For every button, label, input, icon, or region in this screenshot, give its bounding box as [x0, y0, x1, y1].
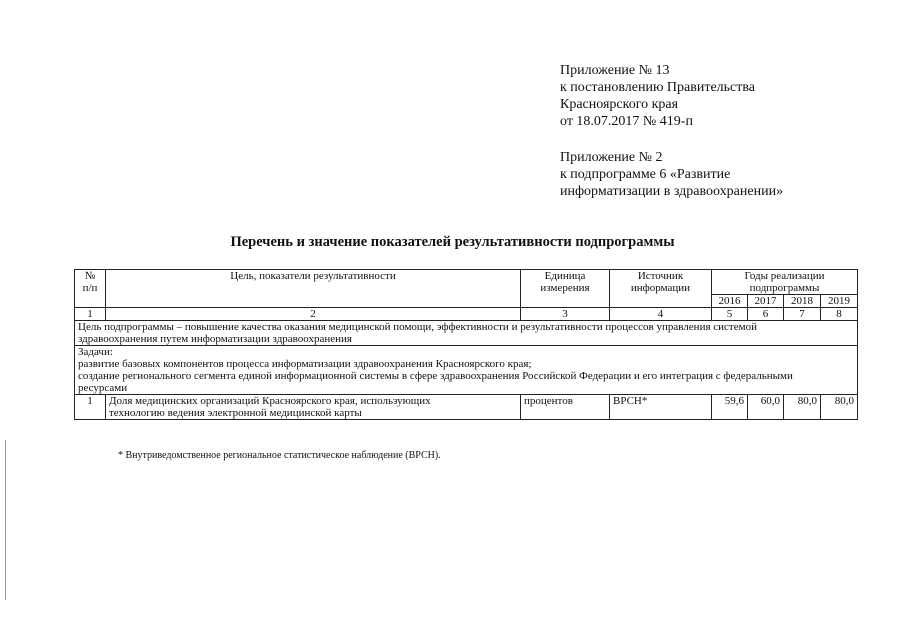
- column-number: 6: [748, 308, 784, 321]
- value-2018: 80,0: [784, 395, 821, 420]
- value-2019: 80,0: [821, 395, 858, 420]
- appendix-2-line: Приложение № 2: [560, 150, 663, 165]
- year-cell: 2018: [784, 295, 821, 308]
- tasks-row: [75, 346, 858, 395]
- column-number: 7: [784, 308, 821, 321]
- header-goal: Цель, показатели результативности: [106, 270, 521, 308]
- column-number: 4: [610, 308, 712, 321]
- value-2017: 60,0: [748, 395, 784, 420]
- appendix-2-line: к подпрограмме 6 «Развитие: [560, 167, 731, 182]
- source-cell: ВРСН*: [610, 395, 712, 420]
- appendix-13-line: Приложение № 13: [560, 63, 670, 78]
- unit-cell: процентов: [521, 395, 610, 420]
- goal-cell: Цель подпрограммы – повышение качества оказания медицинской помощи, эффективности и результативности процессов управления системой здравоохранения путем информатизации здравоохранения: [75, 321, 858, 346]
- year-cell: 2017: [748, 295, 784, 308]
- goal-row: [75, 321, 858, 346]
- year-cell: 2016: [712, 295, 748, 308]
- table-header-row: [75, 270, 858, 295]
- header-years: Годы реализации подпрограммы: [712, 270, 858, 295]
- year-cell: 2019: [821, 295, 858, 308]
- header-num: № п/п: [75, 270, 106, 308]
- appendix-2-line: информатизации в здравоохранении»: [560, 184, 784, 199]
- header-source: Источник информации: [610, 270, 712, 308]
- table-row: [75, 395, 858, 420]
- header-unit: Единица измерения: [521, 270, 610, 308]
- value-2016: 59,6: [712, 395, 748, 420]
- tasks-cell: Задачи: развитие базовых компонентов процесса информатизации здравоохранения Красноярского края; создание регионального сегмента единой информационной системы в сфере здравоохранения Российской Федерации и его интеграция с федеральными ресурсами: [75, 346, 858, 395]
- column-number-row: [75, 308, 858, 321]
- footnote: * Внутриведомственное региональное статистическое наблюдение (ВРСН).: [118, 450, 441, 461]
- column-number: 2: [106, 308, 521, 321]
- indicators-table: [74, 269, 858, 420]
- column-number: 1: [75, 308, 106, 321]
- document-header: [560, 62, 783, 200]
- appendix-13-line: от 18.07.2017 № 419-п: [560, 114, 693, 129]
- appendix-13-line: к постановлению Правительства: [560, 80, 756, 95]
- indicator-name: Доля медицинских организаций Красноярского края, использующих технологию ведения электронной медицинской карты: [106, 395, 521, 420]
- column-number: 5: [712, 308, 748, 321]
- column-number: 3: [521, 308, 610, 321]
- document-title: Перечень и значение показателей результативности подпрограммы: [230, 234, 675, 250]
- column-number: 8: [821, 308, 858, 321]
- scan-edge-line: [5, 440, 6, 600]
- appendix-13-line: Красноярского края: [560, 97, 679, 112]
- row-number: 1: [75, 395, 106, 420]
